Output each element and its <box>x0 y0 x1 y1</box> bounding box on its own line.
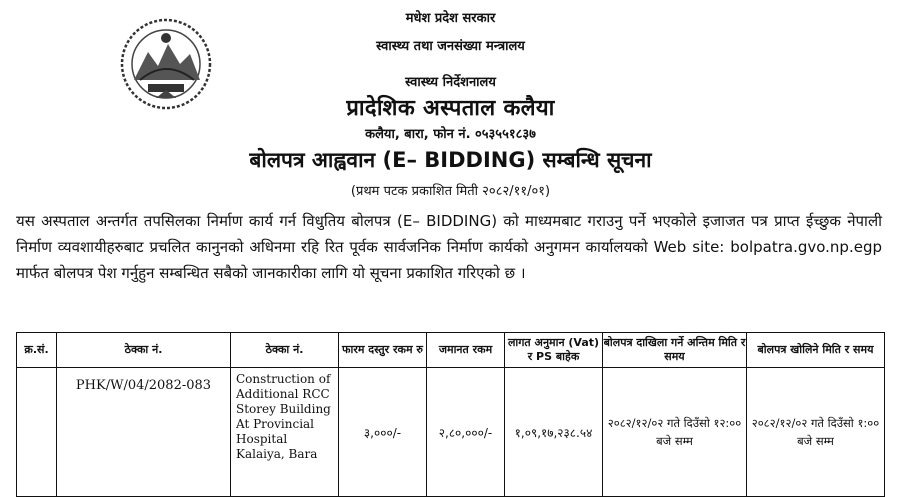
notice-paragraph: यस अस्पताल अन्तर्गत तपसिलका निर्माण कार्य गर्न विधुतिय बोलपत्र (E– BIDDING) को माध्यमबाट गराउनु पर्ने भएकोले इजाजत पत्र प्राप्त ईच्छुक नेपाली निर्माण व्यवशायीहरुबाट प्रचलित कानुनको अधिनमा रहि रित पूर्वक सार्वजनिक निर्माण कार्यको अनुगमन कार्यालयको Web site: bolpatra.gvo.np.egp मार्फत बोलपत्र पेश गर्नुहुन सम्बन्धित सबैको जानकारीका लागि यो सूचना प्रकाशित गरिएको छ । <box>16 212 882 282</box>
notice-title: बोलपत्र आह्ववान (E– BIDDING) सम्बन्धि सूचना <box>249 148 652 172</box>
table-row <box>17 368 885 497</box>
col-submission: बोलपत्र दाखिला गर्ने अन्तिम मिति र समय <box>603 333 747 368</box>
cell-submission: २०८२/१२/०२ गते दिउँसो १२:०० बजे सम्म <box>603 368 747 497</box>
government-name: मधेश प्रदेश सरकार <box>405 11 496 26</box>
tender-table <box>16 332 885 497</box>
col-contract-no: ठेक्का नं. <box>57 333 231 368</box>
publish-date: (प्रथम पटक प्रकाशित मिती २०८२/११/०१) <box>350 184 551 199</box>
cell-form-fee: ३,०००/- <box>339 368 427 497</box>
hospital-address: कलैया, बारा, फोन नं. ०५३५५१८३७ <box>365 127 536 142</box>
cell-cost-estimate: १,०९,१७,२३८.५४ <box>505 368 603 497</box>
col-description: ठेक्का नं. <box>231 333 339 368</box>
cell-description: Construction of Additional RCC Storey Building At Provincial Hospital Kalaiya, Bara <box>231 368 339 497</box>
hospital-name: प्रादेशिक अस्पताल कलैया <box>346 96 555 121</box>
cell-opening: २०८२/१२/०२ गते दिउँसो १:०० बजे सम्म <box>747 368 885 497</box>
cell-contract-no: PHK/W/04/2082-083 <box>57 368 231 497</box>
col-serial: क्र.सं. <box>17 333 57 368</box>
col-security: जमानत रकम <box>427 333 505 368</box>
cell-security: २,८०,०००/- <box>427 368 505 497</box>
cell-serial <box>17 368 57 497</box>
table-header-row <box>17 333 885 368</box>
directorate-name: स्वास्थ्य निर्देशनालय <box>405 75 496 90</box>
col-cost-estimate: लागत अनुमान (Vat) र PS बाहेक <box>505 333 603 368</box>
col-opening: बोलपत्र खोलिने मिति र समय <box>747 333 885 368</box>
ministry-name: स्वास्थ्य तथा जनसंख्या मन्त्रालय <box>376 39 525 54</box>
col-form-fee: फारम दस्तुर रकम रु <box>339 333 427 368</box>
